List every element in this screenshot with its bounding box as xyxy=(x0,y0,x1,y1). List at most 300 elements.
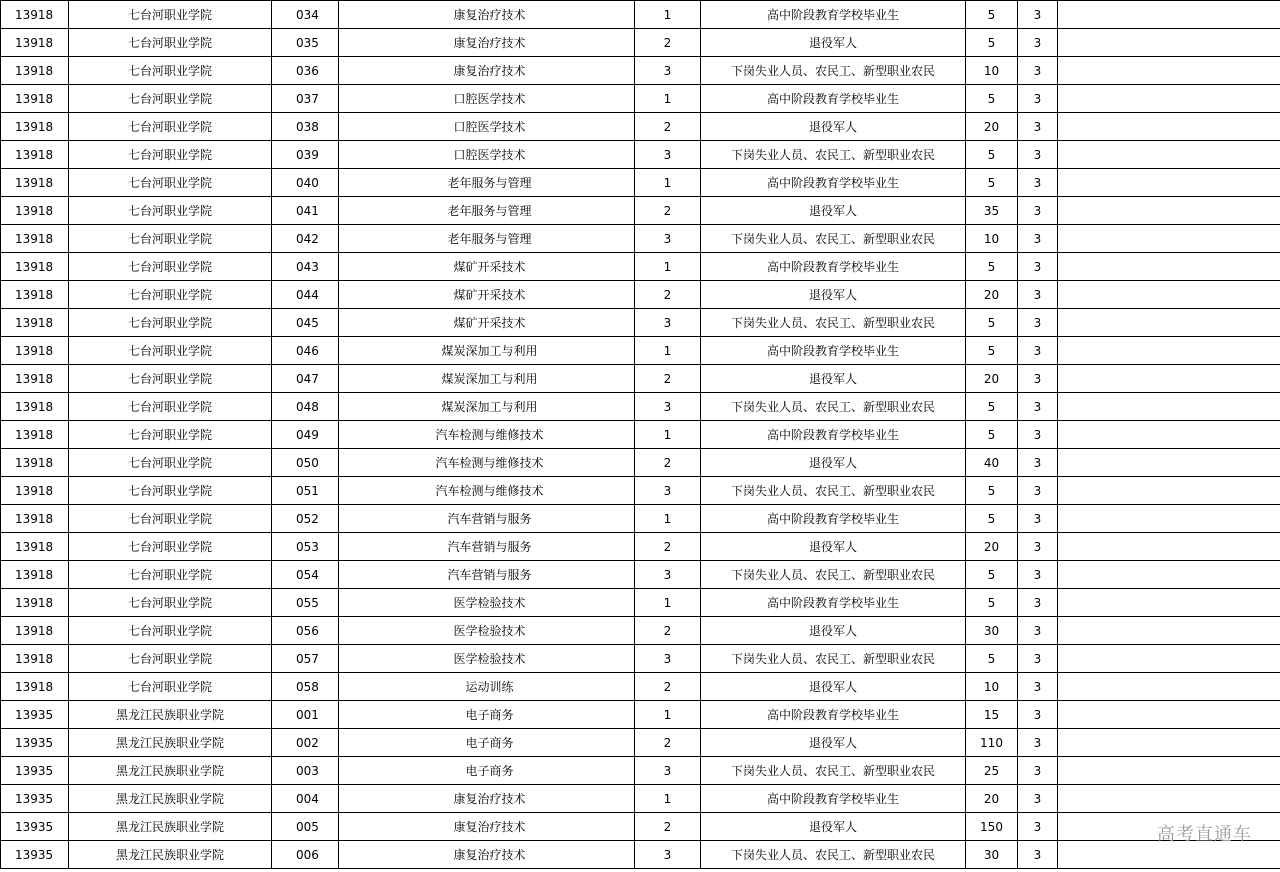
major-code-cell: 049 xyxy=(272,421,339,449)
category-cell: 3 xyxy=(635,393,701,421)
table-row xyxy=(1,57,1280,85)
school-code-cell: 13918 xyxy=(1,589,69,617)
major-name-cell: 电子商务 xyxy=(339,757,635,785)
applicant-type-cell: 退役军人 xyxy=(701,673,966,701)
category-cell: 2 xyxy=(635,281,701,309)
category-cell: 1 xyxy=(635,421,701,449)
major-name-cell: 汽车检测与维修技术 xyxy=(339,449,635,477)
table-row xyxy=(1,617,1280,645)
duration-cell: 3 xyxy=(1018,561,1058,589)
school-code-cell: 13918 xyxy=(1,29,69,57)
school-name-cell: 黑龙江民族职业学院 xyxy=(69,813,272,841)
quota-cell: 5 xyxy=(966,477,1018,505)
school-name-cell: 七台河职业学院 xyxy=(69,281,272,309)
applicant-type-cell: 高中阶段教育学校毕业生 xyxy=(701,701,966,729)
category-cell: 1 xyxy=(635,253,701,281)
school-name-cell: 七台河职业学院 xyxy=(69,365,272,393)
category-cell: 2 xyxy=(635,29,701,57)
category-cell: 3 xyxy=(635,757,701,785)
duration-cell: 3 xyxy=(1018,85,1058,113)
duration-cell: 3 xyxy=(1018,701,1058,729)
category-cell: 2 xyxy=(635,813,701,841)
applicant-type-cell: 退役军人 xyxy=(701,617,966,645)
quota-cell: 5 xyxy=(966,141,1018,169)
duration-cell: 3 xyxy=(1018,197,1058,225)
remarks-cell xyxy=(1058,337,1280,365)
major-code-cell: 034 xyxy=(272,1,339,29)
category-cell: 2 xyxy=(635,729,701,757)
school-name-cell: 七台河职业学院 xyxy=(69,169,272,197)
quota-cell: 20 xyxy=(966,365,1018,393)
remarks-cell xyxy=(1058,505,1280,533)
table-row xyxy=(1,141,1280,169)
applicant-type-cell: 退役军人 xyxy=(701,113,966,141)
major-name-cell: 康复治疗技术 xyxy=(339,1,635,29)
major-code-cell: 058 xyxy=(272,673,339,701)
school-code-cell: 13935 xyxy=(1,729,69,757)
category-cell: 3 xyxy=(635,645,701,673)
category-cell: 1 xyxy=(635,169,701,197)
applicant-type-cell: 高中阶段教育学校毕业生 xyxy=(701,421,966,449)
remarks-cell xyxy=(1058,141,1280,169)
major-code-cell: 005 xyxy=(272,813,339,841)
category-cell: 1 xyxy=(635,785,701,813)
school-code-cell: 13918 xyxy=(1,449,69,477)
remarks-cell xyxy=(1058,169,1280,197)
table-row xyxy=(1,673,1280,701)
school-name-cell: 七台河职业学院 xyxy=(69,561,272,589)
duration-cell: 3 xyxy=(1018,141,1058,169)
table-row xyxy=(1,29,1280,57)
remarks-cell xyxy=(1058,533,1280,561)
applicant-type-cell: 退役军人 xyxy=(701,449,966,477)
applicant-type-cell: 下岗失业人员、农民工、新型职业农民 xyxy=(701,841,966,869)
school-name-cell: 七台河职业学院 xyxy=(69,197,272,225)
table-row xyxy=(1,561,1280,589)
quota-cell: 5 xyxy=(966,645,1018,673)
duration-cell: 3 xyxy=(1018,477,1058,505)
school-code-cell: 13918 xyxy=(1,365,69,393)
school-code-cell: 13918 xyxy=(1,85,69,113)
applicant-type-cell: 下岗失业人员、农民工、新型职业农民 xyxy=(701,141,966,169)
quota-cell: 30 xyxy=(966,617,1018,645)
school-code-cell: 13918 xyxy=(1,477,69,505)
school-name-cell: 七台河职业学院 xyxy=(69,533,272,561)
quota-cell: 150 xyxy=(966,813,1018,841)
major-name-cell: 康复治疗技术 xyxy=(339,57,635,85)
table-row xyxy=(1,309,1280,337)
school-code-cell: 13918 xyxy=(1,57,69,85)
school-name-cell: 七台河职业学院 xyxy=(69,673,272,701)
school-name-cell: 七台河职业学院 xyxy=(69,57,272,85)
applicant-type-cell: 高中阶段教育学校毕业生 xyxy=(701,253,966,281)
duration-cell: 3 xyxy=(1018,449,1058,477)
remarks-cell xyxy=(1058,253,1280,281)
major-name-cell: 医学检验技术 xyxy=(339,645,635,673)
school-name-cell: 七台河职业学院 xyxy=(69,645,272,673)
table-row xyxy=(1,701,1280,729)
applicant-type-cell: 退役军人 xyxy=(701,365,966,393)
remarks-cell xyxy=(1058,477,1280,505)
major-name-cell: 煤炭深加工与利用 xyxy=(339,337,635,365)
table-row xyxy=(1,1,1280,29)
school-code-cell: 13918 xyxy=(1,673,69,701)
quota-cell: 35 xyxy=(966,197,1018,225)
major-name-cell: 电子商务 xyxy=(339,729,635,757)
major-name-cell: 电子商务 xyxy=(339,701,635,729)
remarks-cell xyxy=(1058,197,1280,225)
school-code-cell: 13918 xyxy=(1,113,69,141)
school-code-cell: 13918 xyxy=(1,645,69,673)
quota-cell: 10 xyxy=(966,225,1018,253)
major-code-cell: 039 xyxy=(272,141,339,169)
duration-cell: 3 xyxy=(1018,365,1058,393)
remarks-cell xyxy=(1058,785,1280,813)
table-row xyxy=(1,813,1280,841)
major-name-cell: 老年服务与管理 xyxy=(339,169,635,197)
duration-cell: 3 xyxy=(1018,757,1058,785)
applicant-type-cell: 下岗失业人员、农民工、新型职业农民 xyxy=(701,645,966,673)
school-code-cell: 13918 xyxy=(1,617,69,645)
applicant-type-cell: 高中阶段教育学校毕业生 xyxy=(701,785,966,813)
table-row xyxy=(1,421,1280,449)
table-row xyxy=(1,393,1280,421)
remarks-cell xyxy=(1058,113,1280,141)
table-row xyxy=(1,169,1280,197)
applicant-type-cell: 高中阶段教育学校毕业生 xyxy=(701,1,966,29)
remarks-cell xyxy=(1058,421,1280,449)
table-row xyxy=(1,449,1280,477)
school-code-cell: 13918 xyxy=(1,169,69,197)
school-code-cell: 13918 xyxy=(1,533,69,561)
major-name-cell: 煤矿开采技术 xyxy=(339,309,635,337)
major-name-cell: 康复治疗技术 xyxy=(339,813,635,841)
quota-cell: 5 xyxy=(966,393,1018,421)
quota-cell: 10 xyxy=(966,57,1018,85)
quota-cell: 10 xyxy=(966,673,1018,701)
school-name-cell: 七台河职业学院 xyxy=(69,113,272,141)
quota-cell: 5 xyxy=(966,421,1018,449)
applicant-type-cell: 退役军人 xyxy=(701,281,966,309)
category-cell: 3 xyxy=(635,225,701,253)
major-name-cell: 运动训练 xyxy=(339,673,635,701)
quota-cell: 110 xyxy=(966,729,1018,757)
major-code-cell: 001 xyxy=(272,701,339,729)
major-name-cell: 汽车营销与服务 xyxy=(339,561,635,589)
duration-cell: 3 xyxy=(1018,113,1058,141)
major-name-cell: 煤矿开采技术 xyxy=(339,253,635,281)
school-code-cell: 13918 xyxy=(1,309,69,337)
major-name-cell: 老年服务与管理 xyxy=(339,197,635,225)
applicant-type-cell: 退役军人 xyxy=(701,729,966,757)
duration-cell: 3 xyxy=(1018,645,1058,673)
school-code-cell: 13935 xyxy=(1,757,69,785)
remarks-cell xyxy=(1058,561,1280,589)
table-row xyxy=(1,365,1280,393)
school-code-cell: 13918 xyxy=(1,421,69,449)
applicant-type-cell: 退役军人 xyxy=(701,813,966,841)
school-code-cell: 13918 xyxy=(1,337,69,365)
school-name-cell: 七台河职业学院 xyxy=(69,617,272,645)
remarks-cell xyxy=(1058,309,1280,337)
category-cell: 2 xyxy=(635,533,701,561)
major-name-cell: 口腔医学技术 xyxy=(339,85,635,113)
school-name-cell: 七台河职业学院 xyxy=(69,393,272,421)
major-code-cell: 002 xyxy=(272,729,339,757)
category-cell: 2 xyxy=(635,365,701,393)
major-code-cell: 053 xyxy=(272,533,339,561)
school-name-cell: 七台河职业学院 xyxy=(69,85,272,113)
major-code-cell: 056 xyxy=(272,617,339,645)
duration-cell: 3 xyxy=(1018,29,1058,57)
quota-cell: 5 xyxy=(966,561,1018,589)
school-code-cell: 13918 xyxy=(1,1,69,29)
duration-cell: 3 xyxy=(1018,421,1058,449)
category-cell: 3 xyxy=(635,141,701,169)
table-row xyxy=(1,337,1280,365)
applicant-type-cell: 下岗失业人员、农民工、新型职业农民 xyxy=(701,225,966,253)
major-name-cell: 康复治疗技术 xyxy=(339,29,635,57)
major-name-cell: 煤炭深加工与利用 xyxy=(339,365,635,393)
major-name-cell: 煤矿开采技术 xyxy=(339,281,635,309)
applicant-type-cell: 下岗失业人员、农民工、新型职业农民 xyxy=(701,757,966,785)
remarks-cell xyxy=(1058,1,1280,29)
table-row xyxy=(1,85,1280,113)
quota-cell: 20 xyxy=(966,533,1018,561)
school-code-cell: 13918 xyxy=(1,225,69,253)
major-code-cell: 041 xyxy=(272,197,339,225)
school-code-cell: 13935 xyxy=(1,813,69,841)
duration-cell: 3 xyxy=(1018,505,1058,533)
school-name-cell: 七台河职业学院 xyxy=(69,29,272,57)
duration-cell: 3 xyxy=(1018,253,1058,281)
duration-cell: 3 xyxy=(1018,169,1058,197)
applicant-type-cell: 下岗失业人员、农民工、新型职业农民 xyxy=(701,393,966,421)
major-code-cell: 042 xyxy=(272,225,339,253)
major-name-cell: 口腔医学技术 xyxy=(339,113,635,141)
remarks-cell xyxy=(1058,729,1280,757)
major-code-cell: 051 xyxy=(272,477,339,505)
quota-cell: 20 xyxy=(966,281,1018,309)
category-cell: 2 xyxy=(635,197,701,225)
major-code-cell: 004 xyxy=(272,785,339,813)
major-name-cell: 医学检验技术 xyxy=(339,617,635,645)
category-cell: 2 xyxy=(635,449,701,477)
quota-cell: 15 xyxy=(966,701,1018,729)
major-name-cell: 老年服务与管理 xyxy=(339,225,635,253)
table-row xyxy=(1,281,1280,309)
duration-cell: 3 xyxy=(1018,337,1058,365)
table-row xyxy=(1,757,1280,785)
remarks-cell xyxy=(1058,701,1280,729)
remarks-cell xyxy=(1058,225,1280,253)
major-code-cell: 054 xyxy=(272,561,339,589)
quota-cell: 25 xyxy=(966,757,1018,785)
applicant-type-cell: 下岗失业人员、农民工、新型职业农民 xyxy=(701,561,966,589)
duration-cell: 3 xyxy=(1018,785,1058,813)
school-name-cell: 七台河职业学院 xyxy=(69,337,272,365)
applicant-type-cell: 下岗失业人员、农民工、新型职业农民 xyxy=(701,477,966,505)
category-cell: 1 xyxy=(635,1,701,29)
category-cell: 1 xyxy=(635,589,701,617)
major-code-cell: 038 xyxy=(272,113,339,141)
duration-cell: 3 xyxy=(1018,589,1058,617)
quota-cell: 5 xyxy=(966,309,1018,337)
duration-cell: 3 xyxy=(1018,57,1058,85)
quota-cell: 5 xyxy=(966,85,1018,113)
major-code-cell: 048 xyxy=(272,393,339,421)
major-name-cell: 医学检验技术 xyxy=(339,589,635,617)
school-code-cell: 13918 xyxy=(1,197,69,225)
duration-cell: 3 xyxy=(1018,281,1058,309)
duration-cell: 3 xyxy=(1018,813,1058,841)
category-cell: 3 xyxy=(635,477,701,505)
quota-cell: 5 xyxy=(966,505,1018,533)
major-code-cell: 040 xyxy=(272,169,339,197)
school-name-cell: 七台河职业学院 xyxy=(69,253,272,281)
school-name-cell: 黑龙江民族职业学院 xyxy=(69,701,272,729)
school-name-cell: 黑龙江民族职业学院 xyxy=(69,729,272,757)
remarks-cell xyxy=(1058,449,1280,477)
duration-cell: 3 xyxy=(1018,225,1058,253)
school-code-cell: 13935 xyxy=(1,785,69,813)
major-name-cell: 汽车检测与维修技术 xyxy=(339,421,635,449)
table-row xyxy=(1,729,1280,757)
table-row xyxy=(1,785,1280,813)
remarks-cell xyxy=(1058,673,1280,701)
quota-cell: 5 xyxy=(966,169,1018,197)
remarks-cell xyxy=(1058,645,1280,673)
applicant-type-cell: 高中阶段教育学校毕业生 xyxy=(701,505,966,533)
school-name-cell: 七台河职业学院 xyxy=(69,505,272,533)
remarks-cell xyxy=(1058,29,1280,57)
applicant-type-cell: 退役军人 xyxy=(701,29,966,57)
table-row xyxy=(1,197,1280,225)
duration-cell: 3 xyxy=(1018,309,1058,337)
school-name-cell: 七台河职业学院 xyxy=(69,225,272,253)
duration-cell: 3 xyxy=(1018,729,1058,757)
school-code-cell: 13918 xyxy=(1,561,69,589)
category-cell: 2 xyxy=(635,113,701,141)
major-name-cell: 康复治疗技术 xyxy=(339,841,635,869)
major-code-cell: 047 xyxy=(272,365,339,393)
duration-cell: 3 xyxy=(1018,673,1058,701)
remarks-cell xyxy=(1058,365,1280,393)
category-cell: 2 xyxy=(635,673,701,701)
major-code-cell: 046 xyxy=(272,337,339,365)
category-cell: 1 xyxy=(635,85,701,113)
school-code-cell: 13918 xyxy=(1,141,69,169)
major-code-cell: 057 xyxy=(272,645,339,673)
major-code-cell: 044 xyxy=(272,281,339,309)
remarks-cell xyxy=(1058,281,1280,309)
category-cell: 3 xyxy=(635,309,701,337)
quota-cell: 40 xyxy=(966,449,1018,477)
school-name-cell: 七台河职业学院 xyxy=(69,421,272,449)
remarks-cell xyxy=(1058,757,1280,785)
remarks-cell xyxy=(1058,393,1280,421)
quota-cell: 5 xyxy=(966,253,1018,281)
category-cell: 1 xyxy=(635,337,701,365)
major-name-cell: 煤炭深加工与利用 xyxy=(339,393,635,421)
applicant-type-cell: 高中阶段教育学校毕业生 xyxy=(701,85,966,113)
table-body xyxy=(1,1,1280,869)
school-code-cell: 13918 xyxy=(1,393,69,421)
duration-cell: 3 xyxy=(1018,617,1058,645)
school-code-cell: 13935 xyxy=(1,841,69,869)
major-code-cell: 003 xyxy=(272,757,339,785)
school-name-cell: 七台河职业学院 xyxy=(69,141,272,169)
school-code-cell: 13935 xyxy=(1,701,69,729)
category-cell: 3 xyxy=(635,57,701,85)
applicant-type-cell: 下岗失业人员、农民工、新型职业农民 xyxy=(701,57,966,85)
duration-cell: 3 xyxy=(1018,533,1058,561)
table-row xyxy=(1,589,1280,617)
quota-cell: 20 xyxy=(966,785,1018,813)
table-row xyxy=(1,477,1280,505)
remarks-cell xyxy=(1058,589,1280,617)
applicant-type-cell: 退役军人 xyxy=(701,533,966,561)
category-cell: 1 xyxy=(635,505,701,533)
table-row xyxy=(1,253,1280,281)
duration-cell: 3 xyxy=(1018,1,1058,29)
major-code-cell: 050 xyxy=(272,449,339,477)
school-name-cell: 黑龙江民族职业学院 xyxy=(69,841,272,869)
table-row xyxy=(1,533,1280,561)
quota-cell: 30 xyxy=(966,841,1018,869)
applicant-type-cell: 退役军人 xyxy=(701,197,966,225)
category-cell: 3 xyxy=(635,561,701,589)
school-code-cell: 13918 xyxy=(1,281,69,309)
major-name-cell: 口腔医学技术 xyxy=(339,141,635,169)
duration-cell: 3 xyxy=(1018,841,1058,869)
school-name-cell: 黑龙江民族职业学院 xyxy=(69,785,272,813)
school-code-cell: 13918 xyxy=(1,505,69,533)
school-name-cell: 七台河职业学院 xyxy=(69,1,272,29)
major-code-cell: 043 xyxy=(272,253,339,281)
applicant-type-cell: 高中阶段教育学校毕业生 xyxy=(701,169,966,197)
school-name-cell: 黑龙江民族职业学院 xyxy=(69,757,272,785)
applicant-type-cell: 下岗失业人员、农民工、新型职业农民 xyxy=(701,309,966,337)
quota-cell: 5 xyxy=(966,337,1018,365)
major-name-cell: 汽车检测与维修技术 xyxy=(339,477,635,505)
major-code-cell: 006 xyxy=(272,841,339,869)
table-row xyxy=(1,645,1280,673)
major-name-cell: 汽车营销与服务 xyxy=(339,505,635,533)
applicant-type-cell: 高中阶段教育学校毕业生 xyxy=(701,337,966,365)
remarks-cell xyxy=(1058,57,1280,85)
school-code-cell: 13918 xyxy=(1,253,69,281)
major-code-cell: 036 xyxy=(272,57,339,85)
duration-cell: 3 xyxy=(1018,393,1058,421)
applicant-type-cell: 高中阶段教育学校毕业生 xyxy=(701,589,966,617)
remarks-cell xyxy=(1058,617,1280,645)
major-code-cell: 045 xyxy=(272,309,339,337)
table-row xyxy=(1,505,1280,533)
major-code-cell: 037 xyxy=(272,85,339,113)
quota-cell: 20 xyxy=(966,113,1018,141)
major-code-cell: 035 xyxy=(272,29,339,57)
watermark-text: 高考直通车 xyxy=(1157,824,1252,845)
school-name-cell: 七台河职业学院 xyxy=(69,309,272,337)
category-cell: 1 xyxy=(635,701,701,729)
school-name-cell: 七台河职业学院 xyxy=(69,589,272,617)
major-name-cell: 康复治疗技术 xyxy=(339,785,635,813)
major-name-cell: 汽车营销与服务 xyxy=(339,533,635,561)
school-name-cell: 七台河职业学院 xyxy=(69,477,272,505)
category-cell: 3 xyxy=(635,841,701,869)
quota-cell: 5 xyxy=(966,589,1018,617)
